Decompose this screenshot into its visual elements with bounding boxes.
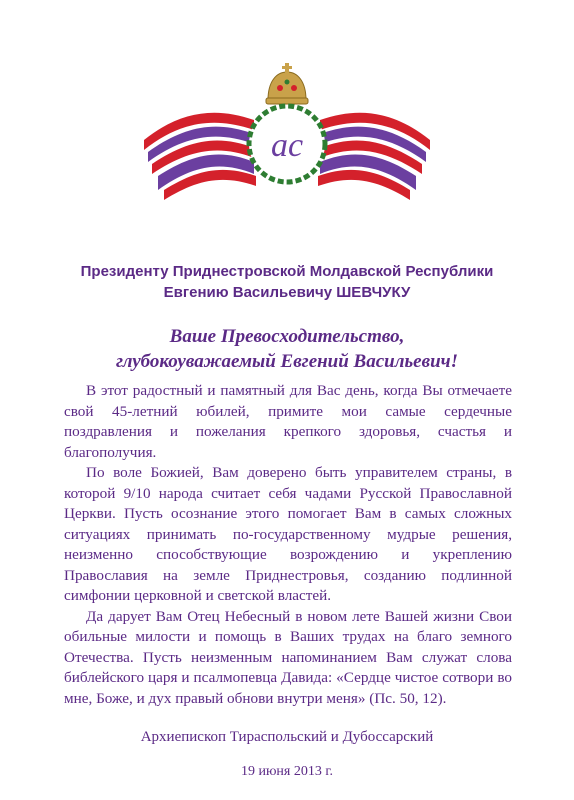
- greeting-line-1: Ваше Превосходительство,: [169, 326, 405, 347]
- monogram: ac: [270, 127, 304, 164]
- right-ribbon: [318, 113, 430, 200]
- paragraph: По воле Божией, Вам доверено быть управителем страны, в которой 9/10 народа считает себя чадами Русской Православной Церкви. Пусть осознание этого помогает Вам в самых сложных ситуациях принимать по-государственному мудрые решения, неизменно способствующие возрождению и укреплению Православия на земле Приднестровья, созданию подлинной симфонии церковной и светской властей.: [64, 464, 512, 604]
- addressee-title: Президенту Приднестровской Молдавской Республики: [80, 263, 494, 280]
- paragraph: В этот радостный и памятный для Вас день, когда Вы отмечаете свой 45-летний юбилей, примите мои самые сердечные поздравления и пожелания крепкого здоровья, счастья и благополучия.: [64, 382, 512, 461]
- signature: Архиепископ Тираспольский и Дубоссарский: [140, 729, 434, 745]
- greeting-block: [0, 324, 574, 374]
- addressee-name: Евгению Васильевичу ШЕВЧУКУ: [163, 284, 411, 301]
- date: 19 июня 2013 г.: [240, 764, 334, 779]
- letter-body: [64, 381, 512, 709]
- left-ribbon: [144, 113, 256, 200]
- emblem-ribbon-logo: [144, 62, 430, 212]
- paragraph: Да дарует Вам Отец Небесный в новом лете Вашей жизни Свои обильные милости и помощь в Ваших трудах на благо земного Отечества. Пусть неизменным напоминанием Вам служат слова библейского царя и псалмопевца Давида: «Сердце чистое сотвори во мне, Боже, и дух правый обнови внутри меня» (Пс. 50, 12).: [64, 607, 512, 707]
- addressee-block: [0, 261, 574, 303]
- greeting-line-2: глубокоуважаемый Евгений Васильевич!: [115, 351, 459, 372]
- crown-icon: [266, 63, 308, 104]
